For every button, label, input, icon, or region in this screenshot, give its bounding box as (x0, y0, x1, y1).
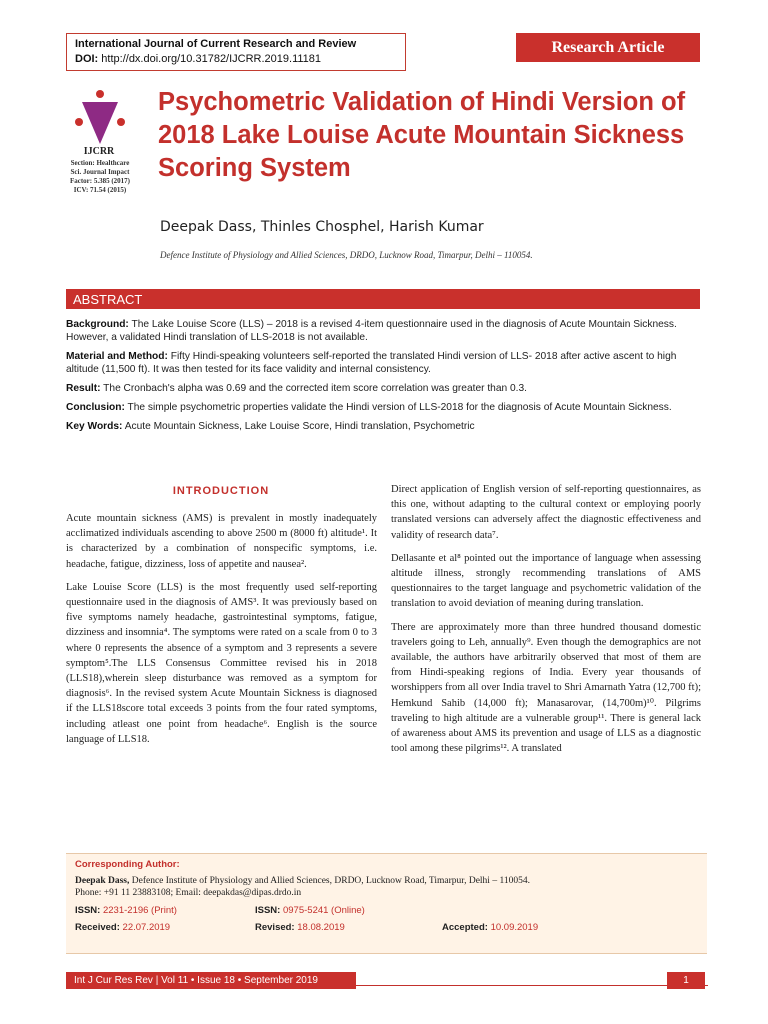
abstract-method: Material and Method: Fifty Hindi-speaking volunteers self-reported the translated Hindi version of LLS- 2018 after active ascent to high altitude (11,500 ft). It was then tested for its face validity and internal consistency. (66, 351, 677, 375)
logo-meta-factor: Factor: 5.385 (2017) (69, 177, 131, 185)
authors: Deepak Dass, Thinles Chosphel, Harish Kumar (160, 219, 484, 235)
journal-logo-icon (70, 88, 130, 148)
left-paragraph-2: Lake Louise Score (LLS) is the most frequently used self-reporting questionnaire used in the diagnosis of AMS³. It was previously based on five symptoms namely headache, gastrointestinal symptoms, fatigue, dizziness and insomnia⁴. The symptoms were rated on a scale from 0 to 3 where 0 represents the absence of a symptom and 3 represents a severe symptom⁵.The LLS Consensus Committee revised his in 2018 (LLS18),wherein sleep disturbance was removed as a symptom for diagnosis⁶. In the revised system Acute Mountain Sickness is diagnosed if the LLS18score total exceeds 3 points from the four rated symptoms, including atleast one point from headache⁶. English is the source language of LLS18. (66, 581, 377, 745)
left-paragraph-1: Acute mountain sickness (AMS) is prevalent in mostly inadequately acclimatized individuals ascending to above 2500 m (8000 ft) altitude¹. It is characterized by a combination of nonspecific symptoms, i.e. headache, fatigue, dizziness, loss of appetite and nausea². (66, 513, 377, 570)
right-paragraph-1: Direct application of English version of self-reporting questionnaires, as this one, without adapting to the cultural context or employing poorly translated versions can adversely affect the diagnostic effectiveness and validity of research data⁷. (391, 484, 701, 541)
abstract-background: Background: The Lake Louise Score (LLS) – 2018 is a revised 4-item questionnaire used in the diagnosis of Acute Mountain Sickness. However, a validated Hindi translation of LLS-2018 is not available. (66, 319, 677, 343)
article-type-badge: Research Article (516, 33, 700, 62)
right-paragraph-2: Dellasante et al⁸ pointed out the importance of language when assessing altitude illness, strongly recommending translations of AMS questionnaires to the target language and psychometric validation of the translation to avoid deviation of meaning during translation. (391, 552, 701, 610)
journal-name: International Journal of Current Research and Review (75, 38, 357, 50)
logo-meta-icv: ICV: 71.54 (2015) (73, 186, 127, 194)
corresponding-address: Deepak Dass, Defence Institute of Physiology and Allied Sciences, DRDO, Lucknow Road, Timarpur, Delhi – 110054. (75, 876, 530, 886)
abstract-result: Result: The Cronbach's alpha was 0.69 and the corrected item score correlation was greater than 0.3. (66, 383, 528, 394)
accepted-date: 10.09.2019 (487, 922, 539, 933)
paper-title: Psychometric Validation of Hindi Version of 2018 Lake Louise Acute Mountain Sickness Scoring System (158, 88, 686, 182)
affiliation: Defence Institute of Physiology and Allied Sciences, DRDO, Lucknow Road, Timarpur, Delhi – 110054. (160, 250, 533, 260)
doi-label: DOI: (75, 53, 99, 65)
logo-meta-impact: Sci. Journal Impact (70, 168, 130, 176)
doi-link[interactable]: http://dx.doi.org/10.31782/IJCRR.2019.11181 (101, 53, 322, 65)
logo-meta-section: Section: Healthcare (70, 159, 130, 167)
dates-row: Received: 22.07.2019 Revised: 18.08.2019 Accepted: 10.09.2019 (75, 922, 539, 933)
abstract-heading: ABSTRACT (66, 289, 700, 309)
logo-meta (60, 159, 140, 195)
logo-name: IJCRR (83, 146, 115, 157)
abstract-keywords: Key Words: Acute Mountain Sickness, Lake Louise Score, Hindi translation, Psychometric (66, 421, 475, 432)
page-number: 1 (667, 972, 705, 989)
abstract-conclusion: Conclusion: The simple psychometric properties validate the Hindi version of LLS-2018 for the diagnosis of Acute Mountain Sickness. (66, 402, 672, 413)
received-date: 22.07.2019 (119, 922, 171, 933)
body-right-column (391, 482, 701, 764)
corresponding-author-box (66, 853, 707, 954)
corresponding-contact: Phone: +91 11 23883108; Email: deepakdas@dipas.drdo.in (75, 888, 302, 898)
issn-row: ISSN: 2231-2196 (Print) ISSN: 0975-5241 (Online) (75, 905, 365, 916)
issn-online: 0975-5241 (Online) (280, 905, 365, 916)
footer-citation: Int J Cur Res Rev | Vol 11 • Issue 18 • September 2019 (66, 972, 356, 989)
right-paragraph-3: There are approximately more than three hundred thousand domestic travelers going to Leh, annually⁹. Even though the demographics are not available, the authors have arbitrarily observed that most of them are from Hindi-speaking regions of India. Every year thousands of worshippers from all over India travel to Shri Amarnath Yatra (12,700 ft); Hemkund Sahib (14,000 ft); Manasarovar, (14,700m)¹⁰. Pilgrims traveling to high altitude are a vulnerable group¹¹. There is general lack of awareness about AMS its prevention and usage of LLS as a diagnostic tool among these pilgrims¹². A translated (391, 621, 701, 755)
abstract-body (66, 318, 706, 439)
corresponding-title: Corresponding Author: (75, 859, 180, 870)
revised-date: 18.08.2019 (294, 922, 345, 933)
doi-line (75, 53, 397, 65)
body-left-column (66, 511, 377, 755)
issn-print: 2231-2196 (Print) (100, 905, 177, 916)
journal-header-box (66, 33, 406, 71)
introduction-heading: INTRODUCTION (172, 485, 270, 497)
